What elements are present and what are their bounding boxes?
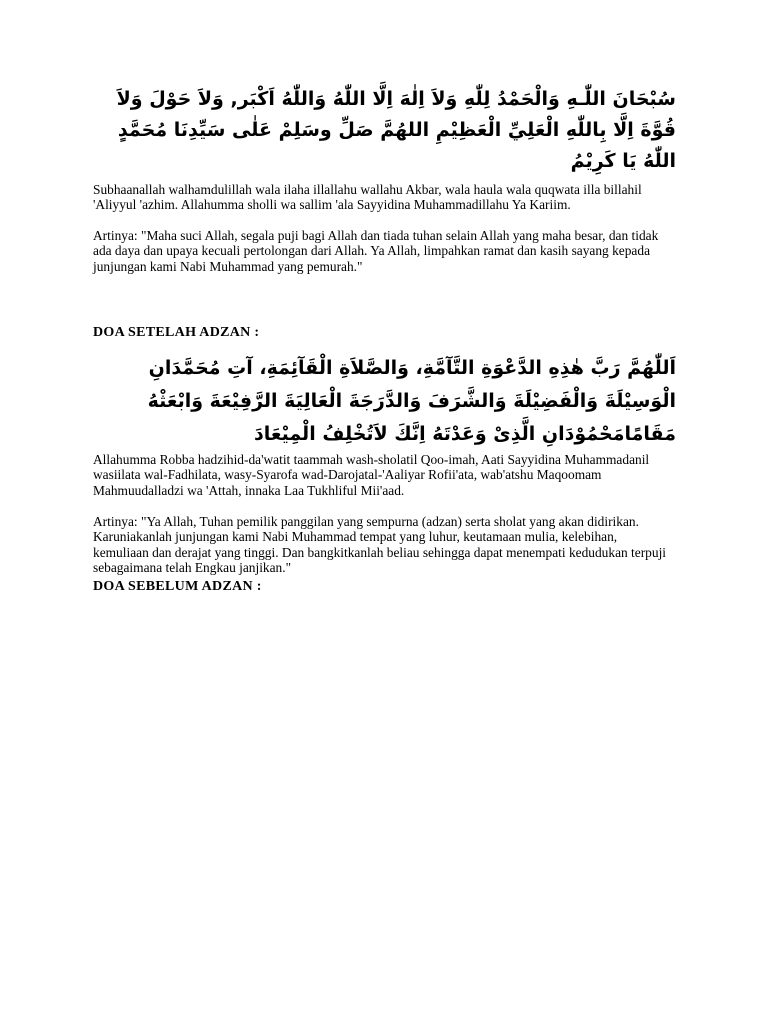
translation-paragraph: Artinya: "Maha suci Allah, segala puji bagi Allah dan tiada tuhan selain Allah yang maha besar, dan tidak ada daya dan upaya kecuali pertolongan dari Allah. Ya Allah, limpahkan ramat dan kasih sayang kepada junjungan kami Nabi Muhammad yang pemurah." [93,228,659,274]
section-heading-after-adzan: DOA SETELAH ADZAN : [93,325,260,340]
arabic-line: اَللّٰهُمَّ رَبَّ هٰذِهِ الدَّعْوَةِ التَّآمَّةِ، وَالصَّلاَةِ الْقَآئِمَةِ، آتِ مُحَمَّدَانِ [148,357,676,379]
arabic-line: مَقَامًامَحْمُوْدَانِ الَّذِىْ وَعَدْتَهُ اِنَّكَ لاَتُخْلِفُ الْمِيْعَادَ [253,423,676,445]
translation-paragraph: Artinya: "Ya Allah, Tuhan pemilik panggilan yang sempurna (adzan) serta sholat yang akan didirikan. Karuniakanlah junjungan kami Nabi Muhammad tempat yang luhur, keutamaan mulia, kelebihan, kemuliaan dan derajat yang tinggi. Dan bangkitkanlah beliau sehingga dapat menempati kedudukan terpuji sebagaimana telah Engkau janjikan." [93,514,667,576]
arabic-line: الْوَسِيْلَةَ وَالْفَضِيْلَةَ وَالشَّرَفَ وَالدَّرَجَةَ الْعَالِيَةَ الرَّفِيْعَةَ وَابْعَثْهُ [147,390,676,412]
section-heading-before-adzan: DOA SEBELUM ADZAN : [93,579,262,594]
transliteration-paragraph: Subhaanallah walhamdulillah wala ilaha illallahu wallahu Akbar, wala haula wala quqwata illa billahil 'Aliyyul 'azhim. Allahumma sholli wa sallim 'ala Sayyidina Muhammadillahu Ya Kariim. [93,182,642,213]
transliteration-paragraph: Allahumma Robba hadzihid-da'watit taammah wash-sholatil Qoo-imah, Aati Sayyidina Muhammadanil wasiilata wal-Fadhilata, wasy-Syarofa wad-Darojatal-'Aaliyar Rofii'ata, wab'atshu Maqoomam Mahmuudalladzi wa 'Attah, innaka Laa Tukhliful Mii'aad. [93,452,650,498]
arabic-line: اللّٰهُ يَا كَرِيْمُ [570,150,676,172]
arabic-line: قُوَّةَ اِلَّا بِاللّٰهِ الْعَلِيِّ الْعَظِيْمِ اللهُمَّ صَلِّ وسَلِمْ عَلٰى سَيِّدِنَا مُحَمَّدٍ [117,119,676,141]
arabic-prayer-after-adzan [93,352,676,451]
arabic-prayer-shalawat [93,84,676,177]
arabic-line: سُبْحَانَ اللّٰـهِ وَالْحَمْدُ لِلّٰهِ وَلاَ اِلٰهَ اِلَّا اللّٰهُ وَاللّٰهُ اَكْبَر, وَلاَ حَوْلَ وَلاَ [116,88,676,110]
